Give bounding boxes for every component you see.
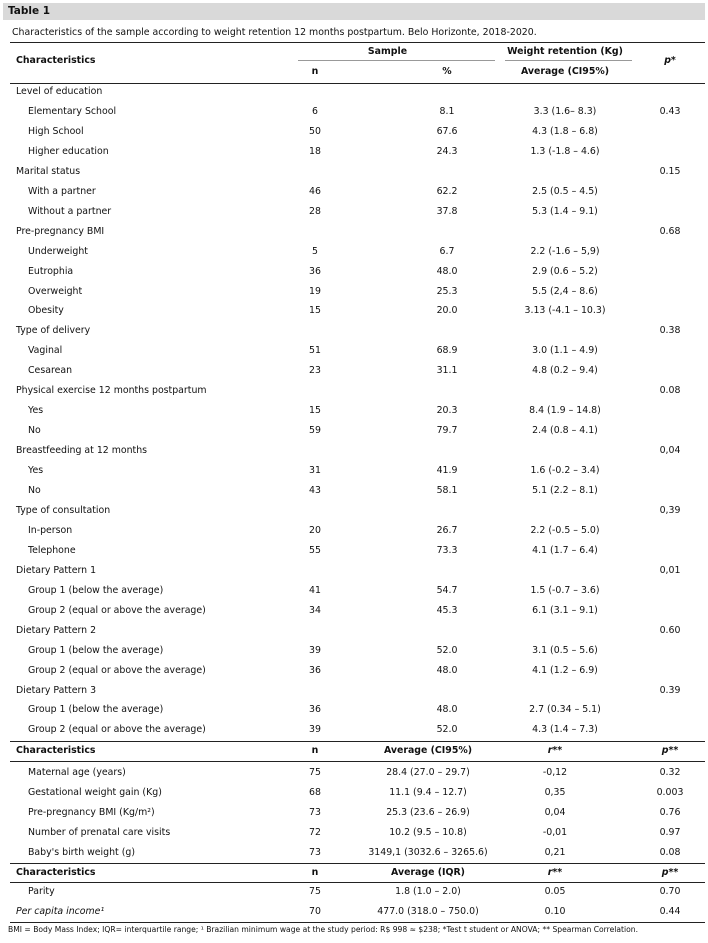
- header-percent: %: [442, 66, 452, 77]
- row-percent: 26.7: [436, 524, 458, 536]
- row-average: 5.1 (2.2 – 8.1): [532, 485, 598, 496]
- row-n: 39: [309, 644, 321, 656]
- row-n: 15: [309, 305, 321, 317]
- row3-p: 0.70: [659, 886, 681, 897]
- row2-n: 75: [309, 767, 321, 778]
- rule-line: [505, 60, 632, 61]
- header2-n: n: [311, 745, 319, 756]
- row-label: No: [28, 485, 41, 496]
- row-label: Yes: [28, 465, 44, 477]
- group-label: Physical exercise 12 months postpartum: [16, 385, 207, 397]
- rule-line: [10, 863, 705, 864]
- header2-average: Average (CI95%): [383, 745, 473, 756]
- group-p-value: 0,39: [659, 504, 681, 516]
- row-label: Telephone: [28, 544, 76, 556]
- header-sample: Sample: [367, 46, 408, 57]
- row2-average: 28.4 (27.0 – 29.7): [386, 767, 470, 778]
- row3-p: 0.44: [659, 906, 681, 917]
- row-average: 4.8 (0.2 – 9.4): [532, 365, 598, 377]
- row2-average: 3149,1 (3032.6 – 3265.6): [368, 847, 488, 858]
- row2-average: 11.1 (9.4 – 12.7): [389, 787, 467, 798]
- row2-r: -0,12: [542, 767, 568, 778]
- row-label: In-person: [28, 524, 73, 536]
- row2-label: Maternal age (years): [28, 767, 126, 778]
- row-n: 31: [309, 465, 321, 477]
- row-percent: 20.0: [436, 305, 458, 317]
- table-label-bar: [3, 3, 705, 20]
- header2-characteristics: Characteristics: [16, 745, 96, 756]
- row-average: 2.2 (-0.5 – 5.0): [530, 524, 600, 536]
- row-average: 3.13 (-4.1 – 10.3): [524, 305, 606, 317]
- row-percent: 6.7: [439, 245, 455, 257]
- row-percent: 62.2: [436, 185, 458, 197]
- row-percent: 41.9: [436, 465, 458, 477]
- header-characteristics: Characteristics: [16, 55, 96, 66]
- header3-p: p**: [661, 867, 679, 878]
- row-percent: 52.0: [436, 644, 458, 656]
- row-average: 3.3 (1.6– 8.3): [533, 105, 597, 117]
- row-label: Obesity: [28, 305, 64, 317]
- row-average: 2.2 (-1.6 – 5,9): [530, 245, 600, 257]
- row3-average: 477.0 (318.0 – 750.0): [377, 906, 479, 917]
- rule-line: [10, 882, 705, 883]
- row-average: 1.5 (-0.7 – 3.6): [530, 584, 600, 596]
- row-percent: 68.9: [436, 345, 458, 357]
- row-n: 34: [309, 604, 321, 616]
- group-p-value: 0.15: [659, 165, 681, 177]
- row-average: 5.3 (1.4 – 9.1): [532, 205, 598, 217]
- row-label: High School: [28, 125, 84, 137]
- row-n: 15: [309, 405, 321, 417]
- group-p-value: 0.39: [659, 684, 681, 696]
- row-n: 20: [309, 524, 321, 536]
- row2-p: 0.003: [656, 787, 684, 798]
- row-n: 5: [312, 245, 318, 257]
- row-label: Cesarean: [28, 365, 73, 377]
- row-percent: 45.3: [436, 604, 458, 616]
- row2-n: 68: [309, 787, 321, 798]
- header-average: Average (CI95%): [520, 66, 610, 77]
- row-n: 43: [309, 485, 321, 496]
- row-average: 1.3 (-1.8 – 4.6): [530, 145, 600, 157]
- group-label: Type of consultation: [16, 504, 111, 516]
- row3-n: 70: [309, 906, 321, 917]
- row-average: 2.9 (0.6 – 5.2): [532, 265, 598, 277]
- row-percent: 79.7: [436, 425, 458, 437]
- header-weight-retention: Weight retention (Kg): [507, 46, 623, 57]
- row-label: With a partner: [28, 185, 96, 197]
- row2-r: 0,21: [544, 847, 566, 858]
- row2-r: 0,04: [544, 807, 566, 818]
- row-label: Elementary School: [28, 105, 117, 117]
- row-label: No: [28, 425, 41, 437]
- rule-line: [298, 60, 495, 61]
- row-n: 46: [309, 185, 321, 197]
- row-average: 4.1 (1.7 – 6.4): [532, 544, 598, 556]
- row-label: Higher education: [28, 145, 109, 157]
- row2-n: 73: [309, 847, 321, 858]
- row-average: 2.4 (0.8 – 4.1): [532, 425, 598, 437]
- row-percent: 8.1: [439, 105, 455, 117]
- group-p-value: 0.43: [659, 105, 681, 117]
- group-label: Type of delivery: [16, 325, 91, 337]
- row-label: Group 2 (equal or above the average): [28, 724, 206, 736]
- row-n: 23: [309, 365, 321, 377]
- row-n: 36: [309, 704, 321, 716]
- row-label: Eutrophia: [28, 265, 74, 277]
- row-label: Underweight: [28, 245, 88, 257]
- row-percent: 58.1: [436, 485, 458, 496]
- group-label: Level of education: [16, 86, 103, 97]
- row2-n: 73: [309, 807, 321, 818]
- header3-r: r**: [547, 867, 563, 878]
- group-p-value: 0.08: [659, 385, 681, 397]
- rule-line: [10, 922, 705, 923]
- header2-p: p**: [661, 745, 679, 756]
- row-average: 2.7 (0.34 – 5.1): [529, 704, 601, 716]
- row-label: Group 1 (below the average): [28, 644, 164, 656]
- row-percent: 24.3: [436, 145, 458, 157]
- row-percent: 37.8: [436, 205, 458, 217]
- row-label: Group 1 (below the average): [28, 584, 164, 596]
- group-label: Dietary Pattern 3: [16, 684, 97, 696]
- table-caption: Characteristics of the sample according to weight retention 12 months postpartum. Belo Horizonte, 2018-2020.: [12, 27, 537, 38]
- row3-n: 75: [309, 886, 321, 897]
- row-average: 1.6 (-0.2 – 3.4): [530, 465, 600, 477]
- row-label: Overweight: [28, 285, 83, 297]
- row2-average: 10.2 (9.5 – 10.8): [389, 827, 467, 838]
- row-n: 19: [309, 285, 321, 297]
- row-label: Without a partner: [28, 205, 112, 217]
- row-n: 18: [309, 145, 321, 157]
- row2-r: -0,01: [542, 827, 568, 838]
- table-label: Table 1: [8, 5, 51, 17]
- group-p-value: 0.60: [659, 624, 681, 636]
- row2-p: 0.32: [659, 767, 681, 778]
- row3-r: 0.10: [544, 906, 566, 917]
- group-label: Dietary Pattern 1: [16, 564, 97, 576]
- row-n: 36: [309, 265, 321, 277]
- row2-p: 0.76: [659, 807, 681, 818]
- row-n: 6: [312, 105, 318, 117]
- row-percent: 52.0: [436, 724, 458, 736]
- group-p-value: 0.38: [659, 325, 681, 337]
- row-n: 50: [309, 125, 321, 137]
- table-footnote: BMI = Body Mass Index; IQR= interquartile range; ¹ Brazilian minimum wage at the study period: R$ 998 ≈ $238; *Test t student or ANOVA; ** Spearman Correlation.: [8, 925, 638, 934]
- row-percent: 48.0: [436, 664, 458, 676]
- row2-average: 25.3 (23.6 – 26.9): [386, 807, 470, 818]
- rule-line: [10, 83, 705, 84]
- header3-average: Average (IQR): [391, 867, 465, 878]
- row3-r: 0.05: [544, 886, 566, 897]
- row-percent: 48.0: [436, 265, 458, 277]
- group-label: Dietary Pattern 2: [16, 624, 97, 636]
- row-average: 4.3 (1.8 – 6.8): [532, 125, 598, 137]
- row-label: Group 2 (equal or above the average): [28, 664, 206, 676]
- row2-r: 0,35: [544, 787, 566, 798]
- row-n: 59: [309, 425, 321, 437]
- row-average: 8.4 (1.9 – 14.8): [529, 405, 601, 417]
- header3-n: n: [311, 867, 319, 878]
- row-percent: 20.3: [436, 405, 458, 417]
- group-p-value: 0,04: [659, 445, 681, 457]
- row-percent: 31.1: [436, 365, 458, 377]
- row-n: 41: [309, 584, 321, 596]
- row2-label: Baby's birth weight (g): [28, 847, 135, 858]
- rule-line: [10, 42, 705, 43]
- row-percent: 73.3: [436, 544, 458, 556]
- header-n: n: [311, 66, 319, 77]
- row-n: 36: [309, 664, 321, 676]
- header-p: p*: [664, 55, 676, 66]
- group-p-value: 0,01: [659, 564, 681, 576]
- row2-n: 72: [309, 827, 321, 838]
- row-average: 6.1 (3.1 – 9.1): [532, 604, 598, 616]
- row-average: 2.5 (0.5 – 4.5): [532, 185, 598, 197]
- row2-label: Number of prenatal care visits: [28, 827, 171, 838]
- rule-line: [10, 741, 705, 742]
- header2-r: r**: [547, 745, 563, 756]
- row3-average: 1.8 (1.0 – 2.0): [395, 886, 461, 897]
- row-n: 39: [309, 724, 321, 736]
- row-n: 55: [309, 544, 321, 556]
- row2-p: 0.97: [659, 827, 681, 838]
- row-n: 51: [309, 345, 321, 357]
- row2-label: Pre-pregnancy BMI (Kg/m²): [28, 807, 155, 818]
- group-label: Marital status: [16, 165, 81, 177]
- group-p-value: 0.68: [659, 225, 681, 237]
- row-label: Yes: [28, 405, 44, 417]
- group-label: Pre-pregnancy BMI: [16, 225, 105, 237]
- row-percent: 54.7: [436, 584, 458, 596]
- row-percent: 25.3: [436, 285, 458, 297]
- row2-p: 0.08: [659, 847, 681, 858]
- header3-characteristics: Characteristics: [16, 867, 96, 878]
- group-label: Breastfeeding at 12 months: [16, 445, 148, 457]
- row-label: Group 2 (equal or above the average): [28, 604, 206, 616]
- row-percent: 67.6: [436, 125, 458, 137]
- row-n: 28: [309, 205, 321, 217]
- row-average: 4.3 (1.4 – 7.3): [532, 724, 598, 736]
- row-average: 5.5 (2,4 – 8.6): [532, 285, 598, 297]
- row-label: Group 1 (below the average): [28, 704, 164, 716]
- row-percent: 48.0: [436, 704, 458, 716]
- row2-label: Gestational weight gain (Kg): [28, 787, 162, 798]
- row3-label: Parity: [28, 886, 55, 897]
- row-average: 3.0 (1.1 – 4.9): [532, 345, 598, 357]
- row-label: Vaginal: [28, 345, 63, 357]
- row-average: 4.1 (1.2 – 6.9): [532, 664, 598, 676]
- rule-line: [10, 761, 705, 762]
- row-average: 3.1 (0.5 – 5.6): [532, 644, 598, 656]
- row3-label: Per capita income¹: [16, 906, 105, 917]
